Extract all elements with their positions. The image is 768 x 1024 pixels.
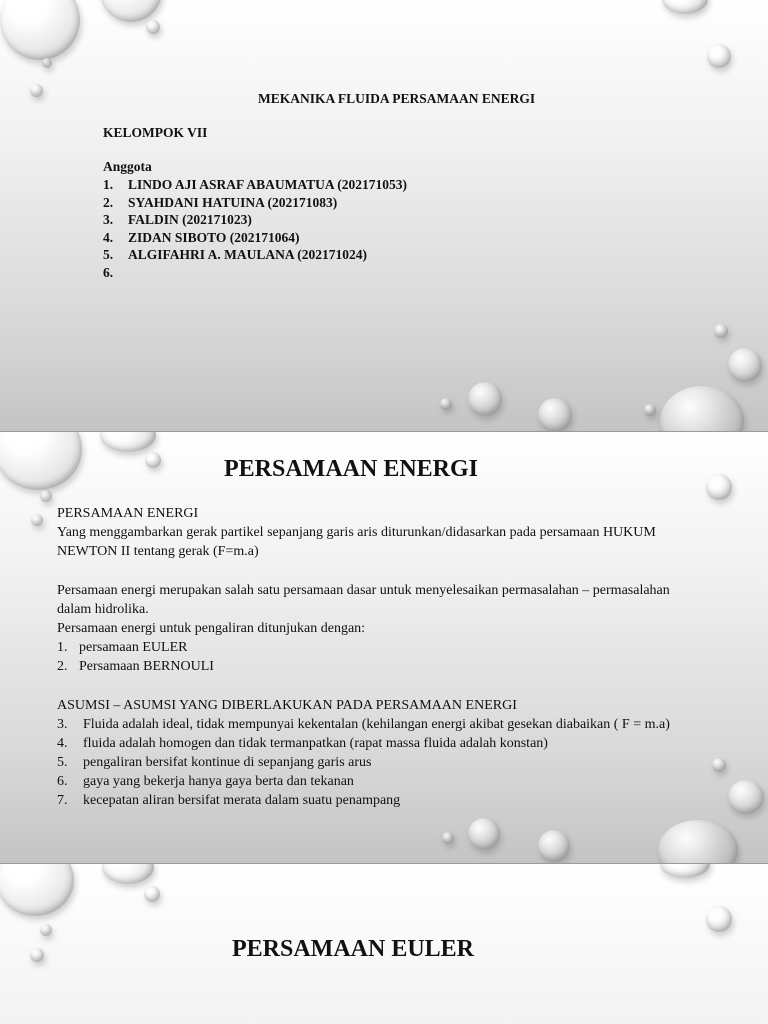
- list-text: LINDO AJI ASRAF ABAUMATUA (202171053): [128, 177, 408, 192]
- water-drop-decoration: [440, 398, 452, 410]
- water-drop-decoration: [40, 490, 52, 502]
- list-item: [57, 791, 670, 810]
- list-number: 3.: [103, 212, 114, 227]
- document-title: MEKANIKA FLUIDA PERSAMAAN ENERGI: [258, 91, 536, 106]
- water-drop-decoration: [0, 432, 82, 490]
- list-item: [57, 657, 214, 676]
- section-subtitle: PERSAMAAN ENERGI: [57, 506, 199, 521]
- water-drop-decoration: [660, 386, 744, 432]
- paragraph-line: Yang menggambarkan gerak partikel sepanjang garis aris diturunkan/didasarkan pada persamaan HUKUM: [57, 525, 656, 540]
- paragraph-line: NEWTON II tentang gerak (F=m.a): [57, 544, 259, 559]
- water-drop-decoration: [728, 348, 762, 382]
- group-name: KELOMPOK VII: [103, 125, 208, 140]
- list-number: 2.: [57, 659, 68, 674]
- water-drop-decoration: [538, 398, 572, 432]
- members-list: [103, 176, 407, 281]
- assumptions-heading: ASUMSI – ASUMSI YANG DIBERLAKUKAN PADA PERSAMAAN ENERGI: [57, 698, 517, 713]
- equation-list: [57, 638, 214, 676]
- water-drop-decoration: [30, 84, 43, 97]
- list-text: FALDIN (202171023): [128, 212, 252, 227]
- list-item: [57, 772, 670, 791]
- list-item: [57, 638, 214, 657]
- slide-1: [0, 0, 768, 432]
- water-drop-decoration: [707, 44, 731, 68]
- water-drop-decoration: [538, 830, 570, 862]
- list-item: [57, 715, 670, 734]
- water-drop-decoration: [728, 780, 764, 814]
- water-drop-decoration: [102, 864, 154, 884]
- water-drop-decoration: [706, 474, 732, 500]
- water-drop-decoration: [146, 20, 160, 34]
- water-drop-decoration: [468, 818, 500, 850]
- list-text: ALGIFAHRI A. MAULANA (202171024): [128, 247, 367, 262]
- list-number: 5.: [57, 755, 68, 770]
- water-drop-decoration: [145, 452, 161, 468]
- water-drop-decoration: [30, 948, 44, 962]
- list-text: SYAHDANI HATUINA (202171083): [128, 194, 338, 210]
- list-text: ZIDAN SIBOTO (202171064): [128, 229, 300, 245]
- water-drop-decoration: [468, 382, 502, 416]
- water-drop-decoration: [712, 758, 726, 772]
- water-drop-decoration: [658, 820, 738, 864]
- paragraph-line: Persamaan energi untuk pengaliran ditunjukan dengan:: [57, 621, 366, 636]
- list-number: 4.: [103, 229, 114, 245]
- list-number: 1.: [103, 177, 114, 192]
- slide-3: [0, 864, 768, 1024]
- list-text: persamaan EULER: [79, 640, 188, 655]
- list-number: 3.: [57, 717, 68, 732]
- paragraph-line: dalam hidrolika.: [57, 602, 149, 617]
- list-item: [57, 753, 670, 772]
- water-drop-decoration: [42, 58, 52, 68]
- water-drop-decoration: [31, 514, 43, 526]
- list-item: [103, 194, 407, 212]
- list-number: 7.: [57, 793, 68, 808]
- water-drop-decoration: [100, 432, 156, 452]
- water-drop-decoration: [144, 886, 160, 902]
- slide-2: [0, 432, 768, 864]
- list-text: kecepatan aliran bersifat merata dalam suatu penampang: [83, 793, 401, 808]
- list-item: [103, 246, 407, 264]
- list-number: 6.: [103, 264, 114, 280]
- water-drop-decoration: [706, 906, 732, 932]
- water-drop-decoration: [442, 832, 454, 844]
- water-drop-decoration: [714, 324, 728, 338]
- list-number: 4.: [57, 736, 68, 751]
- water-drop-decoration: [40, 924, 52, 936]
- list-text: Persamaan BERNOULI: [79, 659, 214, 674]
- list-text: Fluida adalah ideal, tidak mempunyai kekentalan (kehilangan energi akibat gesekan diabaikan ( F = m.a): [83, 717, 670, 732]
- water-drop-decoration: [660, 864, 710, 878]
- paragraph-line: Persamaan energi merupakan salah satu persamaan dasar untuk menyelesaikan permasalahan – permasalahan: [57, 583, 670, 598]
- list-number: 6.: [57, 774, 68, 789]
- assumptions-list: [57, 715, 670, 810]
- list-item: [57, 734, 670, 753]
- list-item: [103, 176, 407, 194]
- list-text: fluida adalah homogen dan tidak termanpatkan (rapat massa fluida adalah konstan): [83, 736, 548, 751]
- list-item: [103, 211, 407, 229]
- list-item: [103, 229, 407, 247]
- list-number: 2.: [103, 194, 114, 210]
- list-text: pengaliran bersifat kontinue di sepanjang garis arus: [83, 755, 372, 770]
- list-text: gaya yang bekerja hanya gaya berta dan tekanan: [83, 774, 354, 789]
- water-drop-decoration: [100, 0, 162, 22]
- water-drop-decoration: [662, 0, 708, 14]
- members-heading: Anggota: [103, 159, 152, 174]
- list-number: 1.: [57, 640, 68, 655]
- list-number: 5.: [103, 247, 114, 262]
- water-drop-decoration: [0, 0, 80, 60]
- slide-title: PERSAMAAN EULER: [232, 936, 475, 962]
- slide-title: PERSAMAAN ENERGI: [224, 456, 479, 482]
- water-drop-decoration: [0, 864, 74, 916]
- water-drop-decoration: [644, 404, 656, 416]
- list-item: [103, 264, 407, 282]
